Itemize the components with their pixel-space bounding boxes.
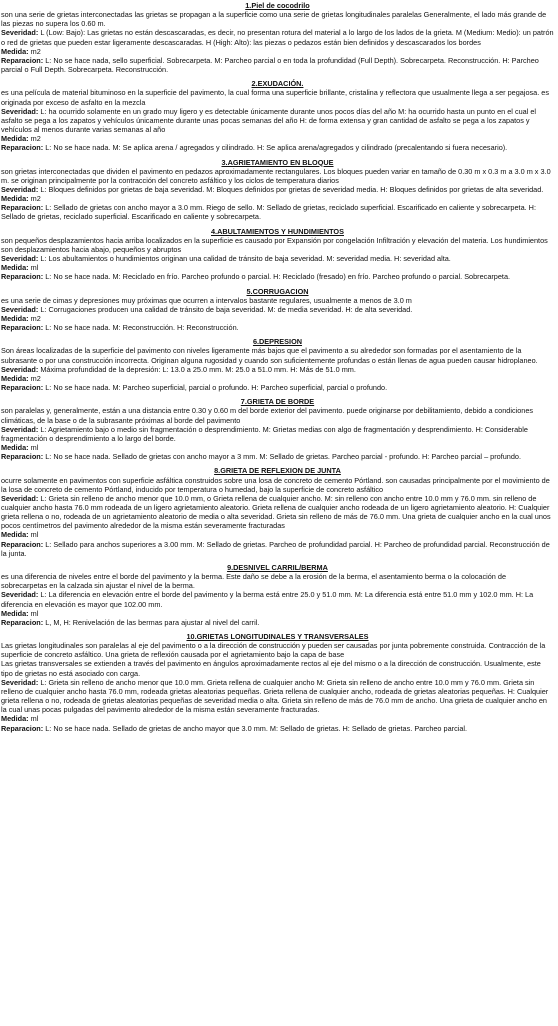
- section-description: Las grietas longitudinales son paralelas al eje del pavimento o a la dirección de construcción y pueden ser causadas por junta pobremente construida. Contracción de la superficie de concreto asfáltico. Una grieta de reflexión causada por el agrietamiento bajo la capa de base: [1, 641, 546, 660]
- severity-line: [1, 185, 554, 194]
- section-title: 4.ABULTAMIENTOS Y HUNDIMIENTOS: [211, 226, 344, 236]
- section-title: 6.DEPRESION: [252, 337, 303, 347]
- measure-line: [1, 714, 554, 723]
- section-title: 3.AGRIETAMIENTO EN BLOQUE: [221, 157, 334, 167]
- measure-text: ml: [30, 530, 39, 540]
- measure-line: [1, 530, 554, 539]
- section-7: [1, 397, 554, 461]
- measure-label: Medida:: [1, 46, 29, 56]
- severity-line: [1, 305, 554, 314]
- severity-line: [1, 425, 554, 443]
- section-6: [1, 337, 554, 392]
- measure-line: [1, 134, 554, 143]
- measure-line: [1, 263, 554, 272]
- measure-text: ml: [30, 608, 39, 618]
- severity-label: Severidad:: [1, 28, 39, 38]
- severity-label: Severidad:: [1, 677, 39, 687]
- repair-label: Reparacion:: [1, 55, 44, 65]
- section-3: [1, 158, 554, 222]
- severity-text: L: Corrugaciones producen una calidad de tránsito de baja severidad. M: de media severidad. H: de alta severidad.: [40, 304, 413, 314]
- measure-text: m2: [30, 194, 41, 204]
- section-description: son grietas interconectadas que dividen el pavimento en pedazos aproximadamente rectangulares. Los bloques pueden variar en tamaño de 0.30 m x 0.3 m a 3.0 m x 3.0 m. se originan principalmente por la contracción del concreto asfáltico y los ciclos de temperatura diarios: [1, 166, 551, 185]
- repair-label: Reparacion:: [1, 323, 44, 333]
- repair-text: L: No se hace nada. Sellado de grietas con ancho mayor a 3 mm. M: Sellado de grietas. Parcheo parcial - profundo. H: Parcheo parcial – profundo.: [45, 452, 521, 462]
- repair-line: [1, 56, 554, 74]
- repair-label: Reparacion:: [1, 143, 44, 153]
- section-description: ocurre solamente en pavimentos con superficie asfáltica construidos sobre una losa de concreto de cemento Pórtland. son causadas principalmente por el movimiento de la losa de concreto de cemento Pórtland, inducido por temperatura o humedad, bajo la superficie de concreto asfáltico: [1, 475, 550, 494]
- repair-line: [1, 143, 554, 152]
- measure-label: Medida:: [1, 608, 29, 618]
- measure-line: [1, 47, 554, 56]
- repair-text: L: No se hace nada. M: Reciclado en frío. Parcheo profundo o parcial. H: Reciclado (fresado) en frío. Parcheo profundo o parcial. Sobrecarpeta.: [45, 272, 511, 282]
- section-title: 7.GRIETA DE BORDE: [240, 397, 315, 407]
- repair-label: Reparacion:: [1, 452, 44, 462]
- severity-text: L: Agrietamiento bajo o medio sin fragmentación o desprendimiento. M: Grietas medias con algo de fragmentación y desprendimiento. H: Considerable fragmentación o desprendimiento a lo largo del borde.: [1, 424, 528, 443]
- severity-label: Severidad:: [1, 106, 39, 116]
- section-title: 9.DESNIVEL CARRIL/BERMA: [227, 562, 328, 572]
- repair-text: L: No se hace nada. M: Reconstrucción. H: Reconstrucción.: [45, 323, 239, 333]
- measure-label: Medida:: [1, 314, 29, 323]
- severity-text: L: ha ocurrido solamente en un grado muy ligero y es detectable únicamente durante unos pocos días del año M: ha ocurrido hasta un punto en el cual el asfalto se pega a los zapatos y vehículos únicamente durante unas pocas semanas del año H: de forma extensa y gran cantidad de asfalto se pega a los zapatos y vehículos al menos durante varias semanas al año: [1, 106, 537, 135]
- section-9: [1, 563, 554, 627]
- section-description: son una serie de grietas interconectadas las grietas se propagan a la superficie como una serie de grietas longitudinales paralelas Generalmente, el lado más grande de las piezas no supera los 0.60 m.: [1, 10, 547, 29]
- repair-text: L: No se hace nada. M: Parcheo superficial, parcial o profundo. H: Parcheo superficial, parcial o profundo.: [45, 383, 388, 393]
- repair-line: [1, 618, 554, 627]
- repair-label: Reparacion:: [1, 723, 44, 733]
- repair-line: [1, 272, 554, 281]
- measure-text: ml: [30, 714, 39, 724]
- severity-label: Severidad:: [1, 590, 39, 600]
- section-description: son pequeños desplazamientos hacia arriba localizados en la superficie es causado por Expansión por congelación Infiltración y elevación del materia. Los hundimientos son desplazamientos hacia abajo, pequeños y abruptos: [1, 235, 548, 254]
- repair-text: L: No se hace nada. M: Se aplica arena / agregados y cilindrado. H: Se aplica arena/agregados y cilindrado (precalentando si fuera necesario).: [45, 143, 508, 153]
- measure-text: m2: [30, 373, 41, 383]
- measure-line: [1, 314, 554, 323]
- repair-text: L: No se hace nada, sello superficial. Sobrecarpeta. M: Parcheo parcial o en toda la profundidad (Full Depth). Sobrecarpeta. Reconstrucción. H: Parcheo parcial o Full Depth. Sobrecarpeta. Reconstrucción.: [1, 55, 539, 75]
- severity-line: [1, 28, 554, 46]
- repair-text: L: Sellado de grietas con ancho mayor a 3.0 mm. Riego de sello. M: Sellado de grietas, reciclado superficial. Escarificado en caliente y sobrecarpeta. H: Sellado de grietas, reciclado superficial. Escarificado en caliente y sobrecarpeta.: [1, 203, 536, 222]
- repair-label: Reparacion:: [1, 539, 44, 549]
- severity-line: [1, 494, 554, 531]
- severity-label: Severidad:: [1, 184, 39, 194]
- section-1: [1, 1, 554, 74]
- measure-text: m2: [30, 314, 41, 323]
- section-description: Son áreas localizadas de la superficie del pavimento con niveles ligeramente más bajos que el pavimento a su alrededor son formadas por el asentamiento de la subrasante o por una construcción incorrecta. Originan alguna rugosidad y cuando son suficientemente profundas o están llenas de agua pueden causar hidroplaneo.: [1, 346, 538, 365]
- severity-text: L: Bloques definidos por grietas de baja severidad. M: Bloques definidos por grietas de severidad media. H: Bloques definidos por grietas de alta severidad.: [40, 184, 544, 194]
- severity-label: Severidad:: [1, 304, 39, 314]
- section-description: es una película de material bituminoso en la superficie del pavimento, la cual forma una superficie brillante, cristalina y reflectora que usualmente llega a ser pegajosa. es originada por exceso de asfalto en la mezcla: [1, 88, 549, 107]
- measure-label: Medida:: [1, 530, 29, 540]
- repair-label: Reparacion:: [1, 383, 44, 393]
- severity-label: Severidad:: [1, 424, 39, 434]
- section-title: 1.Piel de cocodrilo: [245, 1, 310, 10]
- repair-line: [1, 452, 554, 461]
- repair-line: [1, 724, 554, 733]
- measure-line: [1, 374, 554, 383]
- repair-label: Reparacion:: [1, 617, 44, 627]
- section-8: [1, 466, 554, 558]
- severity-label: Severidad:: [1, 254, 39, 264]
- measure-label: Medida:: [1, 194, 29, 204]
- severity-line: [1, 365, 554, 374]
- repair-text: L: Sellado para anchos superiores a 3.00 mm. M: Sellado de grietas. Parcheo de profundidad parcial. H: Parcheo de profundidad parcial. Reconstrucción de la junta.: [1, 539, 550, 558]
- measure-text: m2: [30, 134, 41, 144]
- measure-line: [1, 194, 554, 203]
- repair-text: L: No se hace nada. Sellado de grietas de ancho mayor que 3.0 mm. M: Sellado de grietas. H: Sellado de grietas. Parcheo parcial.: [45, 723, 468, 733]
- repair-line: [1, 540, 554, 558]
- measure-label: Medida:: [1, 443, 29, 453]
- section-10: [1, 632, 554, 733]
- section-2: [1, 79, 554, 152]
- measure-text: m2: [30, 46, 41, 56]
- section-4: [1, 227, 554, 282]
- section-description: es una serie de cimas y depresiones muy próximas que ocurren a intervalos bastante regulares, usualmente a menos de 3.0 m: [1, 295, 412, 305]
- severity-line: [1, 107, 554, 134]
- severity-line: [1, 590, 554, 608]
- severity-text: L: Grieta sin relleno de ancho menor que 10.0 mm, o Grieta rellena de cualquier ancho. M: sin relleno con ancho entre 10.0 mm y 76.0 mm. sin relleno de cualquier ancho hasta 76.0 mm rodeada de un ligero agrietamiento aleatorio. Grieta rellena de cualquier ancho rodeada de un ligero agrietamiento aleatorio. H: Cualquier grieta rellena o no, rodeada de un agrietamiento aleatorio de media o alta severidad. Grieta sin relleno de más de 76.0 mm. Una grieta de cualquier ancho en la cual unos pocos centímetros del pavimento alrededor de la misma están severamente fracturadas: [1, 493, 551, 531]
- measure-label: Medida:: [1, 373, 29, 383]
- measure-line: [1, 609, 554, 618]
- measure-label: Medida:: [1, 263, 29, 273]
- severity-line: [1, 678, 554, 715]
- repair-line: [1, 203, 554, 221]
- section-title: 2.EXUDACIÓN.: [251, 79, 304, 89]
- severity-text: L: La diferencia en elevación entre el borde del pavimento y la berma está entre 25.0 y 51.0 mm. M: La diferencia está entre 51.0 mm y 102.0 mm. H: La diferencia en elevación es mayor que 102.00 mm.: [1, 590, 534, 609]
- severity-label: Severidad:: [1, 364, 39, 374]
- severity-text: L (Low: Bajo): Las grietas no están descascaradas, es decir, no presentan rotura del material a lo largo de los lados de la grieta. M (Medium: Medio): un patrón o red de grietas que pueden estar ligeramente descascaradas. H (High: Alto): las piezas o pedazos están bien definidos y descascarados los bordes: [1, 28, 554, 47]
- section-description-2: Las grietas transversales se extienden a través del pavimento en ángulos aproximadamente rectos al eje del mismo o a la dirección de construcción. Usualmente, este tipo de grietas no está asociado con carga.: [1, 659, 541, 678]
- severity-line: [1, 254, 554, 263]
- severity-label: Severidad:: [1, 493, 39, 503]
- repair-text: L, M, H: Renivelación de las bermas para ajustar al nivel del carril.: [45, 617, 260, 627]
- measure-label: Medida:: [1, 714, 29, 724]
- measure-text: ml: [30, 443, 39, 453]
- section-title: 10.GRIETAS LONGITUDINALES Y TRANSVERSALES: [186, 632, 369, 641]
- section-description: es una diferencia de niveles entre el borde del pavimento y la berma. Este daño se debe a la erosión de la berma, el asentamiento berma o la colocación de sobrecarpetas en la calzada sin ajustar el nivel de la berma.: [1, 572, 507, 591]
- repair-label: Reparacion:: [1, 272, 44, 282]
- repair-line: [1, 323, 554, 332]
- measure-line: [1, 443, 554, 452]
- section-description: son paralelas y, generalmente, están a una distancia entre 0.30 y 0.60 m del borde exterior del pavimento. puede originarse por debilitamiento, debido a condiciones climáticas, de la base o de la subrasante próximas al borde del pavimento: [1, 406, 534, 425]
- measure-text: ml: [30, 263, 39, 273]
- section-title: 8.GRIETA DE REFLEXION DE JUNTA: [214, 466, 341, 476]
- repair-line: [1, 383, 554, 392]
- section-title: 5.CORRUGACION: [246, 286, 309, 296]
- repair-label: Reparacion:: [1, 203, 44, 213]
- severity-text: Máxima profundidad de la depresión: L: 13.0 a 25.0 mm. M: 25.0 a 51.0 mm. H: Más de 51.0 mm.: [40, 364, 356, 374]
- measure-label: Medida:: [1, 134, 29, 144]
- severity-text: L: Grieta sin relleno de ancho menor que 10.0 mm. Grieta rellena de cualquier ancho M: Grieta sin relleno de ancho entre 10.0 mm y 76.0 mm. Grieta sin relleno de cualquier ancho hasta 76.0 mm, rodeada grietas aleatorias pequeñas. Grieta rellena de cualquier ancho, rodeada de grietas aleatorias pequeñas. H: Cualquier grieta rellena o no, rodeada de grietas aleatorias pequeñas de severidad media o alta. Grieta sin relleno de más de 76.0 mm de ancho. Una grieta de cualquier ancho en la cual unas pocas pulgadas del pavimento alrededor de la misma están severamente fracturadas.: [1, 677, 549, 715]
- section-5: [1, 287, 554, 333]
- severity-text: L: Los abultamientos o hundimientos originan una calidad de tránsito de baja severidad. M: severidad media. H: severidad alta.: [40, 254, 451, 264]
